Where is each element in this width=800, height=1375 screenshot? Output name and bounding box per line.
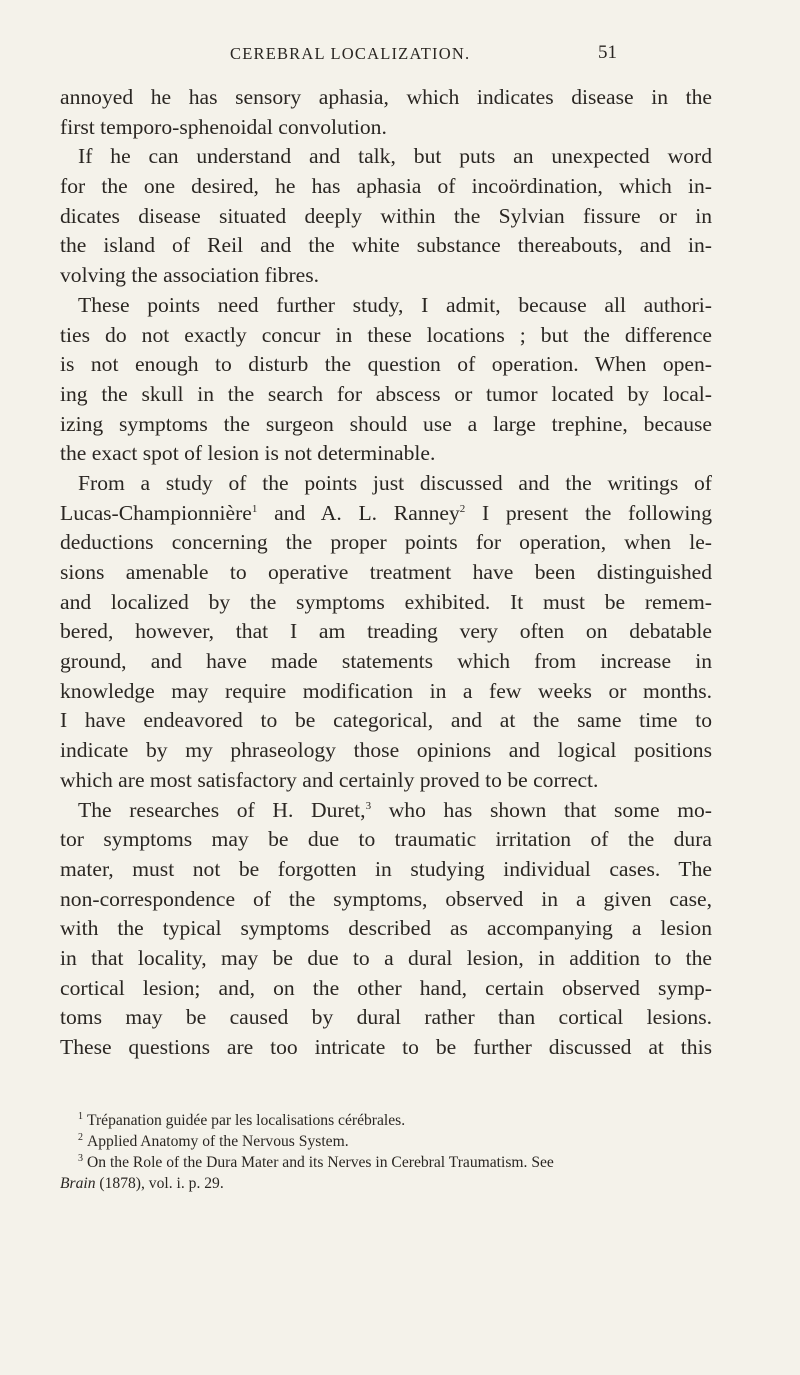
text-line: mater, must not be forgotten in studying individual cases. The [60,856,712,881]
text-run: I present the following [465,500,713,525]
text-line: izing symptoms the surgeon should use a large trephine, because [60,411,712,436]
paragraph-start-line: If he can understand and talk, but puts an unexpected word [78,144,712,169]
text-line: volving the association fibres. [60,263,320,288]
text-line: ground, and have made statements which from increase in [60,649,712,674]
paragraph-start-line: From a study of the points just discussed and the writings of [78,470,712,495]
footnote-mark: 2 [78,1132,83,1143]
footnote-3 [60,1152,715,1173]
running-title: CEREBRAL LOCALIZATION. [230,44,471,63]
text-line: knowledge may require modification in a few weeks or months. [60,678,712,703]
paragraph-start-line: These points need further study, I admit, because all authori- [78,292,712,317]
text-line: which are most satisfactory and certainly proved to be correct. [60,767,599,792]
paragraph-start-line [60,796,712,826]
footnotes [60,1110,715,1194]
text-line: deductions concerning the proper points for operation, when le- [60,530,712,555]
text-line: I have endeavored to be categorical, and at the same time to [60,708,712,733]
text-line: indicate by my phraseology those opinions and logical positions [60,738,712,763]
text-line: in that locality, may be due to a dural lesion, in addition to the [60,945,712,970]
text-line: annoyed he has sensory aphasia, which indicates disease in the [60,85,712,109]
footnote-3-continuation [60,1173,715,1194]
text-line: and localized by the symptoms exhibited. It must be remem- [60,589,712,614]
page-header [0,44,800,68]
text-line: first temporo-sphenoidal convolution. [60,114,387,139]
footnote-text: Trépanation guidée par les localisations cérébrales. [87,1112,406,1129]
text-line-with-refs [60,499,712,529]
text-line: toms may be caused by dural rather than cortical lesions. [60,1005,712,1030]
text-line: tor symptoms may be due to traumatic irritation of the dura [60,827,712,852]
text-line: These questions are too intricate to be further discussed at this [60,1035,712,1059]
text-run: who has shown that some mo- [371,797,712,822]
text-run: and A. L. Ranney [257,500,460,525]
footnote-1 [60,1110,715,1131]
text-run: Lucas-Championnière [60,500,252,525]
text-line: ing the skull in the search for abscess or tumor located by local- [60,381,712,406]
text-run: The researches of H. Duret, [78,797,366,822]
text-line: for the one desired, he has aphasia of incoördination, which in- [60,174,712,199]
text-line: non-correspondence of the symptoms, observed in a given case, [60,886,712,911]
text-line: cortical lesion; and, on the other hand, certain observed symp- [60,975,712,1000]
text-line: with the typical symptoms described as accompanying a lesion [60,916,712,941]
footnote-ref-3: 3 [365,799,372,812]
footnote-mark: 1 [78,1111,83,1122]
footnote-ref-2: 2 [459,502,466,515]
text-line: ties do not exactly concur in these locations ; but the difference [60,322,712,347]
footnote-mark: 3 [78,1153,83,1164]
footnote-text: Applied Anatomy of the Nervous System. [87,1133,349,1150]
text-line: is not enough to disturb the question of operation. When open- [60,352,712,377]
text-line: sions amenable to operative treatment have been distinguished [60,560,712,584]
text-line: the island of Reil and the white substance thereabouts, and in- [60,233,712,258]
text-line: bered, however, that I am treading very often on debatable [60,619,712,644]
footnote-text: (1878), vol. i. p. 29. [95,1175,224,1192]
text-line: the exact spot of lesion is not determinable. [60,441,436,466]
body-text [60,83,712,1063]
text-line: dicates disease situated deeply within the Sylvian fissure or in [60,203,712,228]
footnote-text: On the Role of the Dura Mater and its Nerves in Cerebral Traumatism. See [87,1154,554,1171]
footnote-2 [60,1131,715,1152]
journal-title: Brain [60,1175,96,1192]
page-number: 51 [598,42,617,63]
footnote-ref-1: 1 [251,502,258,515]
